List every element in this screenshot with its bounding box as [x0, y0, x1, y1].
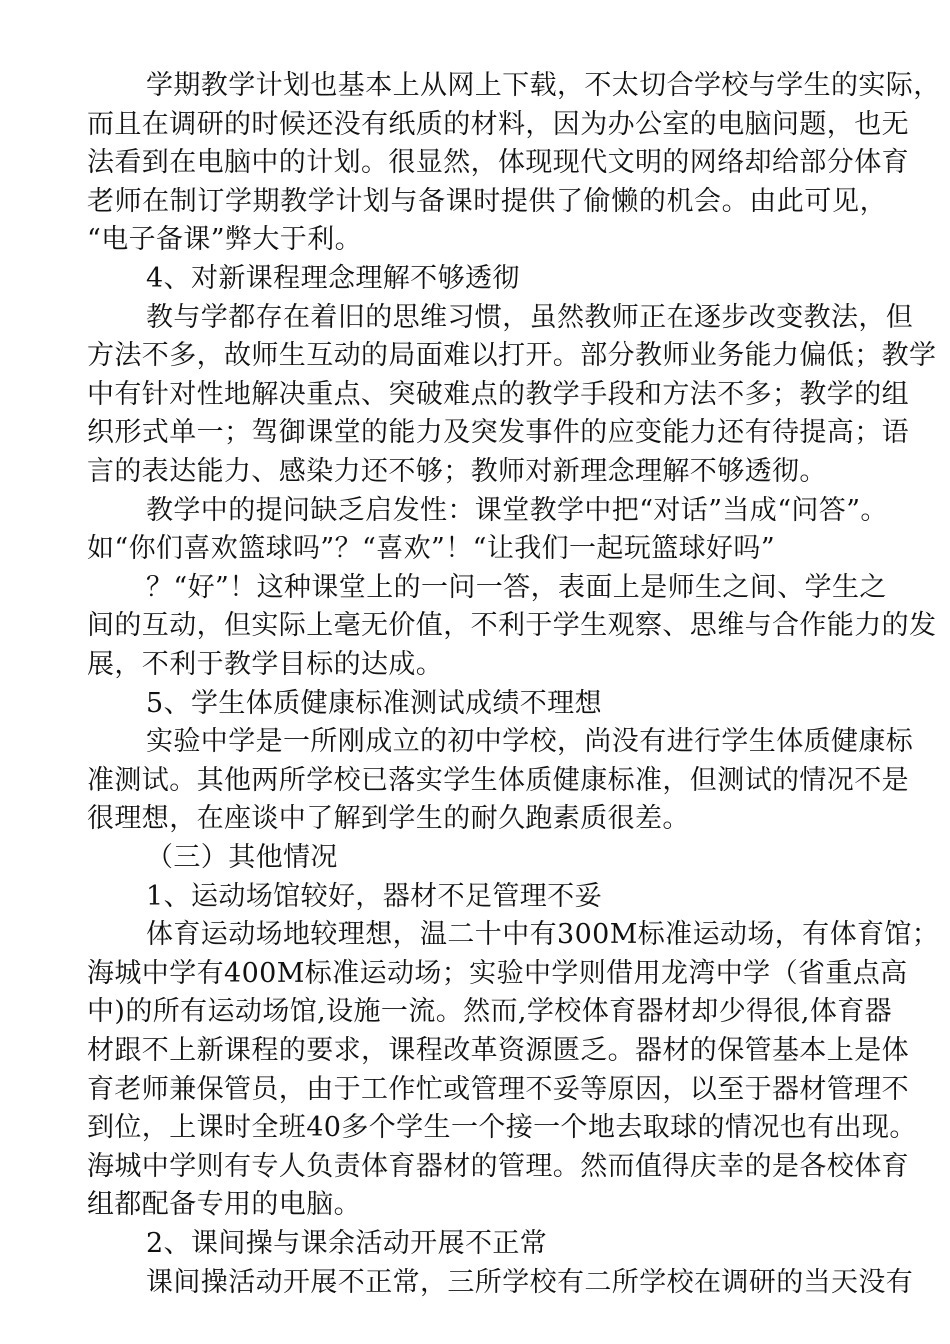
section-heading: 5、学生体质健康标准测试成绩不理想 [146, 688, 602, 719]
paragraph-line: 学期教学计划也基本上从网上下载，不太切合学校与学生的实际， [146, 70, 941, 101]
paragraph-line: 中有针对性地解决重点、突破难点的教学手段和方法不多；教学的组 [87, 379, 909, 410]
paragraph-line: 间的互动，但实际上毫无价值，不利于学生观察、思维与合作能力的发 [87, 610, 937, 641]
paragraph-line: 海城中学则有专人负责体育器材的管理。然而值得庆幸的是各校体育 [87, 1151, 909, 1182]
paragraph-line: 实验中学是一所刚成立的初中学校，尚没有进行学生体质健康标 [146, 726, 914, 757]
paragraph-line: 准测试。其他两所学校已落实学生体质健康标准，但测试的情况不是 [87, 765, 909, 796]
paragraph-line: 体育运动场地较理想，温二十中有300M标准运动场，有体育馆； [146, 919, 940, 950]
paragraph-line: 材跟不上新课程的要求，课程改革资源匮乏。器材的保管基本上是体 [87, 1035, 909, 1066]
paragraph-line: 法看到在电脑中的计划。很显然，体现现代文明的网络却给部分体育 [87, 147, 909, 178]
paragraph-line: 到位，上课时全班40多个学生一个接一个地去取球的情况也有出现。 [87, 1112, 917, 1143]
paragraph-line: 展，不利于教学目标的达成。 [87, 649, 444, 680]
paragraph-line: “电子备课”弊大于利。 [87, 224, 363, 255]
paragraph-line: 如“你们喜欢篮球吗”？“喜欢”！“让我们一起玩篮球好吗” [87, 533, 776, 564]
paragraph-line: 方法不多，故师生互动的局面难以打开。部分教师业务能力偏低；教学 [87, 340, 937, 371]
paragraph-line: 组都配备专用的电脑。 [87, 1189, 361, 1220]
paragraph-line: 海城中学有400M标准运动场；实验中学则借用龙湾中学（省重点高 [87, 958, 908, 989]
section-heading: 2、课间操与课余活动开展不正常 [146, 1228, 548, 1259]
paragraph-line: 中)的所有运动场馆,设施一流。然而,学校体育器材却少得很,体育器 [87, 996, 893, 1027]
paragraph-line: 织形式单一；驾御课堂的能力及突发事件的应变能力还有待提高；语 [87, 417, 909, 448]
section-heading: （三）其他情况 [146, 842, 338, 873]
paragraph-line: 很理想，在座谈中了解到学生的耐久跑素质很差。 [87, 803, 690, 834]
paragraph-line: 教学中的提问缺乏启发性：课堂教学中把“对话”当成“问答”。 [146, 495, 888, 526]
section-heading: 4、对新课程理念理解不够透彻 [146, 263, 520, 294]
paragraph-line: 老师在制订学期教学计划与备课时提供了偷懒的机会。由此可见， [87, 186, 887, 217]
paragraph-line: 教与学都存在着旧的思维习惯，虽然教师正在逐步改变教法，但 [146, 302, 914, 333]
paragraph-line: 言的表达能力、感染力还不够；教师对新理念理解不够透彻。 [87, 456, 827, 487]
paragraph-line: 课间操活动开展不正常，三所学校有二所学校在调研的当天没有 [146, 1267, 914, 1298]
paragraph-line: 育老师兼保管员，由于工作忙或管理不妥等原因，以至于器材管理不 [87, 1074, 909, 1105]
paragraph-line: 而且在调研的时候还没有纸质的材料，因为办公室的电脑问题，也无 [87, 109, 909, 140]
paragraph-line: ？“好”！这种课堂上的一问一答，表面上是师生之间、学生之 [146, 572, 887, 603]
section-heading: 1、运动场馆较好，器材不足管理不妥 [146, 881, 602, 912]
